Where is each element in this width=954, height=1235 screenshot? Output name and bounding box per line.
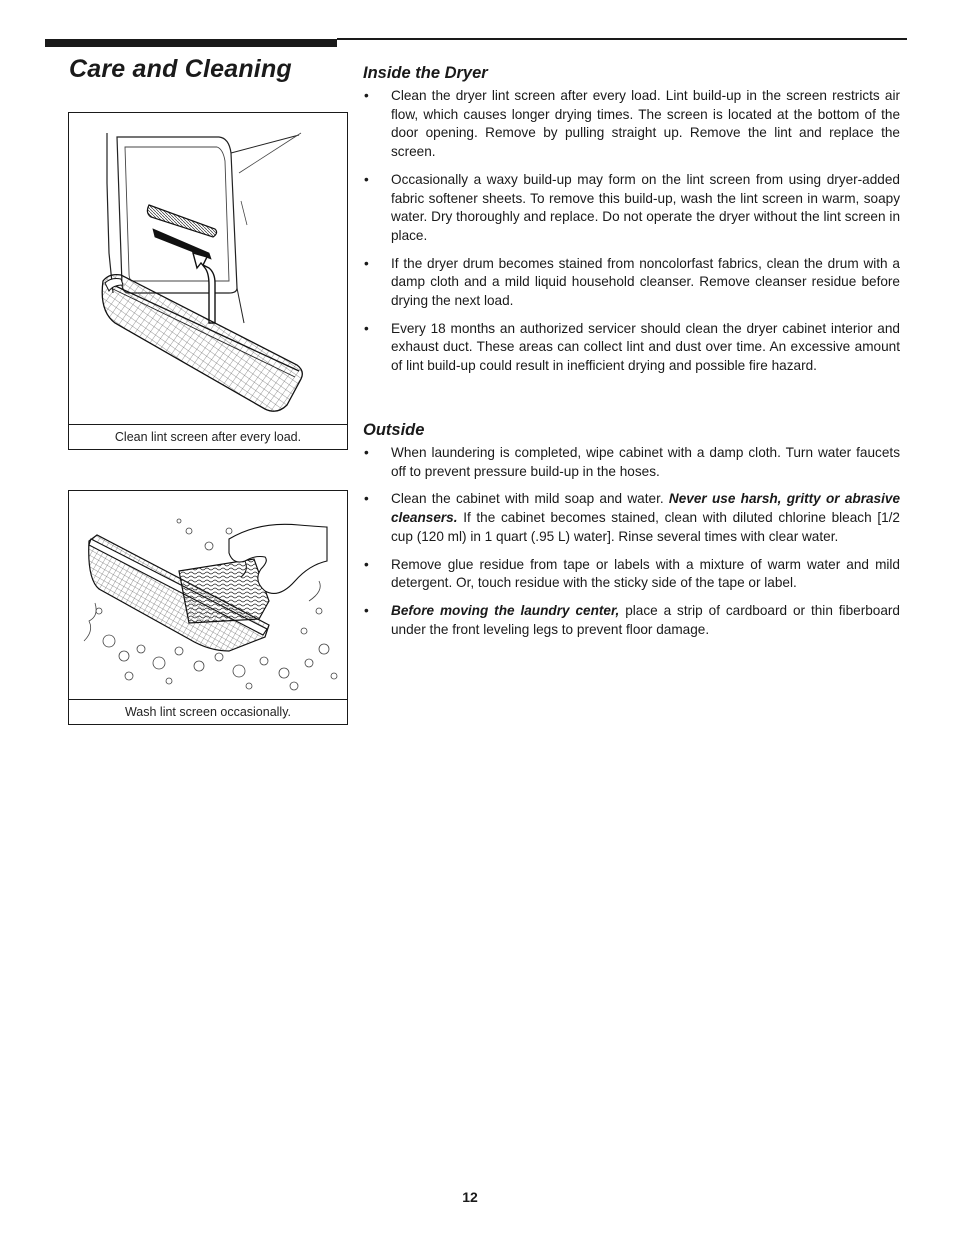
bullet-list: [363, 444, 900, 639]
washing-lint-screen-drawing: [69, 491, 347, 699]
lint-screen-removal-illustration: [69, 113, 347, 425]
figure-caption: Wash lint screen occasionally.: [124, 705, 292, 719]
bullet-icon: •: [364, 255, 369, 271]
figure-wash-lint-screen: [68, 490, 348, 725]
bullet-list: [363, 87, 900, 376]
list-item: [363, 602, 900, 639]
dryer-lint-screen-drawing: [69, 113, 347, 424]
list-item-text: Clean the cabinet with mild soap and water.: [391, 491, 664, 507]
list-item-text: Every 18 months an authorized servicer should clean the dryer cabinet interior and exhaust duct. These areas can collect lint and dust over time. An excessive amount of lint build-up could result in inefficient drying and possible fire hazard.: [391, 320, 900, 374]
bullet-icon: •: [364, 602, 369, 618]
bullet-icon: •: [364, 491, 369, 507]
header-rule-thin: [337, 38, 907, 40]
list-item: [363, 556, 900, 593]
list-item: [363, 490, 900, 546]
list-item-text: If the dryer drum becomes stained from noncolorfast fabrics, clean the drum with a damp cloth and a mild liquid household cleanser. Remove cleanser residue before drying the next load.: [391, 255, 900, 309]
page-title: Care and Cleaning: [69, 55, 292, 83]
header-rule-thick: [45, 39, 337, 47]
list-item-text: place a strip of cardboard or thin fiberboard under the front leveling legs to prevent floor damage.: [391, 602, 900, 637]
list-item: [363, 255, 900, 311]
list-item: [363, 171, 900, 246]
wash-lint-screen-illustration: [69, 491, 347, 700]
list-item: [363, 444, 900, 481]
section-heading: Inside the Dryer: [363, 64, 488, 82]
list-item: [363, 87, 900, 162]
list-item-text: Occasionally a waxy build-up may form on the lint screen from using dryer-added fabric softener sheets. To remove this build-up, wash the lint screen in warm, soapy water. Dry thoroughly and replace. Do not operate the dryer without the lint screen in place.: [391, 171, 900, 243]
figure-lint-screen-removal: [68, 112, 348, 450]
inside-dryer-section: [363, 64, 900, 385]
outside-section: [363, 421, 900, 648]
warning-text: Before moving the laundry center,: [391, 602, 620, 618]
list-item: [363, 320, 900, 376]
bullet-icon: •: [364, 171, 369, 187]
list-item-text: If the cabinet becomes stained, clean with diluted chlorine bleach [1/2 cup (120 ml) in 1 quart (.95 L) water]. Rinse several times with clear water.: [391, 510, 900, 544]
bullet-icon: •: [364, 445, 369, 460]
warning-text: Never use harsh, gritty or abrasive cleansers.: [391, 491, 901, 526]
bullet-icon: •: [364, 88, 369, 103]
list-item-text: Clean the dryer lint screen after every load. Lint build-up in the screen restricts air flow, which causes longer drying times. The screen is located at the bottom of the door opening. Remove by pulling straight up. Remove the lint and replace the screen.: [391, 88, 900, 160]
figure-caption: Clean lint screen after every load.: [114, 430, 302, 444]
section-heading: Outside: [363, 421, 425, 439]
list-item-text: When laundering is completed, wipe cabinet with a damp cloth. Turn water faucets off to prevent pressure build-up in the hoses.: [391, 445, 900, 479]
bullet-icon: •: [364, 320, 369, 336]
list-item-text: Remove glue residue from tape or labels with a mixture of warm water and mild detergent. Or, touch residue with the sticky side of the tape or label.: [391, 556, 900, 591]
page-number: 12: [462, 1189, 478, 1205]
bullet-icon: •: [364, 556, 369, 572]
